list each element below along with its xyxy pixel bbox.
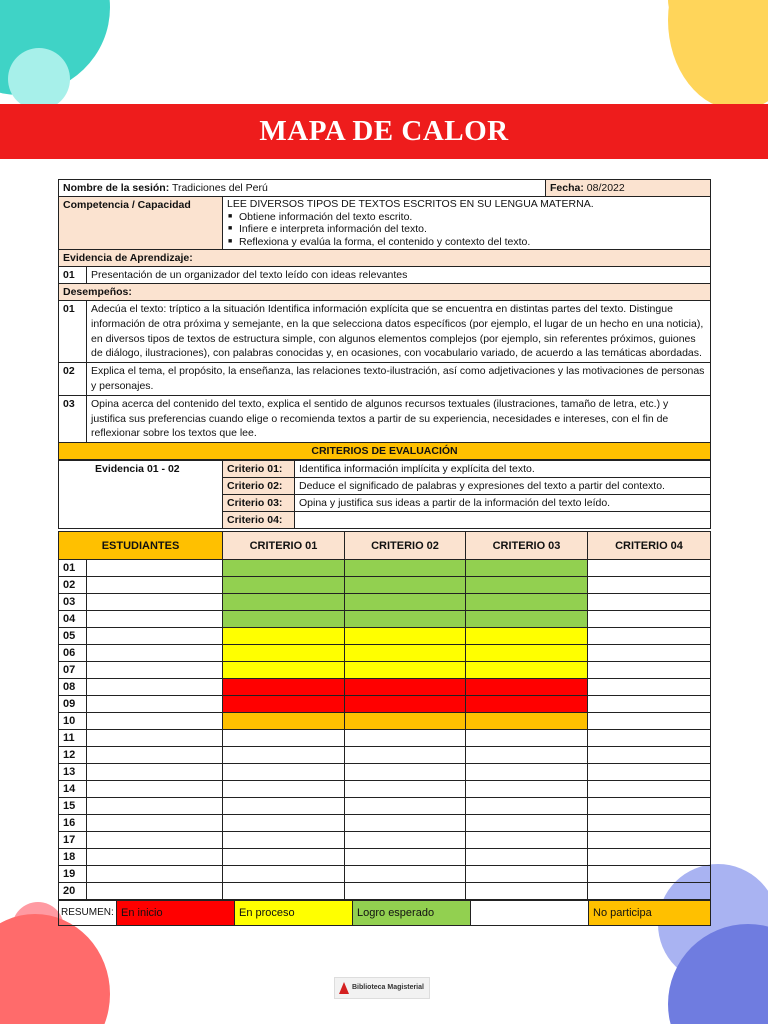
heat-cell-criterio-03[interactable]	[466, 781, 588, 798]
heat-cell-criterio-02[interactable]	[345, 849, 466, 866]
student-name-cell[interactable]	[87, 883, 223, 900]
competencia-heading: LEE DIVERSOS TIPOS DE TEXTOS ESCRITOS EN SU LENGUA MATERNA.	[227, 198, 594, 210]
heat-cell-criterio-02[interactable]	[345, 883, 466, 900]
heat-cell-criterio-02[interactable]	[345, 798, 466, 815]
heat-cell-criterio-01[interactable]	[223, 866, 345, 883]
heat-cell-criterio-01[interactable]	[223, 764, 345, 781]
heat-cell-criterio-04[interactable]	[588, 730, 711, 747]
heat-cell-criterio-03[interactable]	[466, 713, 588, 730]
logo-text: Biblioteca Magisterial	[352, 984, 424, 991]
student-number: 12	[59, 747, 87, 764]
capacidad-item: ■ Reflexiona y evalúa la forma, el contenido y contexto del texto.	[227, 236, 706, 249]
heat-cell-criterio-01[interactable]	[223, 679, 345, 696]
student-row	[59, 849, 711, 866]
heat-cell-criterio-01[interactable]	[223, 832, 345, 849]
desempeno-number: 02	[59, 363, 87, 396]
competencia-label: Competencia / Capacidad	[63, 199, 191, 211]
heat-cell-criterio-03[interactable]	[466, 849, 588, 866]
heat-cell-criterio-04[interactable]	[588, 883, 711, 900]
student-number: 05	[59, 628, 87, 645]
heat-cell-criterio-02[interactable]	[345, 679, 466, 696]
capacidad-item: ■ Infiere e interpreta información del texto.	[227, 223, 706, 236]
student-number: 01	[59, 560, 87, 577]
criterio-label: Criterio 01:	[223, 461, 295, 478]
competencia-label-cell	[59, 197, 223, 250]
desempeno-text: Opina acerca del contenido del texto, explica el sentido de algunos recursos textuales (ilustraciones, tamaño de letra, etc.) y justifica sus preferencias cuando elige o recomienda textos a partir de su experiencia, necesidades e intereses, con el fin de reflexionar sobre los textos que lee.	[87, 395, 711, 442]
session-name-value: Tradiciones del Perú	[171, 182, 268, 194]
student-number: 10	[59, 713, 87, 730]
student-name-cell[interactable]	[87, 747, 223, 764]
student-row	[59, 883, 711, 900]
heat-cell-criterio-02[interactable]	[345, 730, 466, 747]
heat-cell-criterio-01[interactable]	[223, 798, 345, 815]
student-number: 02	[59, 577, 87, 594]
evidencia-text: Presentación de un organizador del texto leído con ideas relevantes	[87, 267, 711, 284]
heat-cell-criterio-03[interactable]	[466, 747, 588, 764]
student-name-cell[interactable]	[87, 679, 223, 696]
heat-cell-criterio-03[interactable]	[466, 764, 588, 781]
student-number: 11	[59, 730, 87, 747]
capacidades-list	[227, 211, 706, 249]
heat-cell-criterio-01[interactable]	[223, 730, 345, 747]
student-row	[59, 560, 711, 577]
heat-cell-criterio-01[interactable]	[223, 662, 345, 679]
heat-cell-criterio-01[interactable]	[223, 849, 345, 866]
student-name-cell[interactable]	[87, 764, 223, 781]
legend-en-proceso: En proceso	[235, 901, 353, 926]
criterios-evidence-label: Evidencia 01 - 02	[59, 461, 223, 529]
student-row	[59, 866, 711, 883]
student-number: 08	[59, 679, 87, 696]
heat-cell-criterio-04[interactable]	[588, 577, 711, 594]
heat-cell-criterio-04[interactable]	[588, 832, 711, 849]
heat-cell-criterio-03[interactable]	[466, 866, 588, 883]
heat-cell-criterio-04[interactable]	[588, 713, 711, 730]
column-header-criterio-02: CRITERIO 02	[345, 532, 466, 560]
heat-cell-criterio-03[interactable]	[466, 883, 588, 900]
legend-empty	[471, 901, 589, 926]
summary-label: RESUMEN:	[59, 901, 117, 926]
heat-cell-criterio-01[interactable]	[223, 611, 345, 628]
heat-cell-criterio-02[interactable]	[345, 781, 466, 798]
heat-cell-criterio-01[interactable]	[223, 781, 345, 798]
heat-map-table	[58, 531, 711, 900]
capacidad-item: ■ Obtiene información del texto escrito.	[227, 211, 706, 224]
student-row	[59, 747, 711, 764]
heat-cell-criterio-02[interactable]	[345, 764, 466, 781]
heat-cell-criterio-01[interactable]	[223, 883, 345, 900]
heat-cell-criterio-02[interactable]	[345, 815, 466, 832]
student-name-cell[interactable]	[87, 662, 223, 679]
heat-cell-criterio-01[interactable]	[223, 696, 345, 713]
student-number: 14	[59, 781, 87, 798]
heat-cell-criterio-04[interactable]	[588, 866, 711, 883]
student-number: 20	[59, 883, 87, 900]
heat-cell-criterio-04[interactable]	[588, 679, 711, 696]
legend-no-participa: No participa	[589, 901, 711, 926]
student-row	[59, 730, 711, 747]
heat-cell-criterio-01[interactable]	[223, 747, 345, 764]
heat-cell-criterio-04[interactable]	[588, 628, 711, 645]
heat-cell-criterio-03[interactable]	[466, 662, 588, 679]
heat-cell-criterio-04[interactable]	[588, 560, 711, 577]
competencia-content-cell	[223, 197, 711, 250]
desempenos-header	[59, 284, 711, 301]
column-header-criterio-01: CRITERIO 01	[223, 532, 345, 560]
desempeno-number: 03	[59, 395, 87, 442]
student-row	[59, 645, 711, 662]
column-header-criterio-04: CRITERIO 04	[588, 532, 711, 560]
session-info-table	[58, 179, 711, 460]
heat-cell-criterio-01[interactable]	[223, 560, 345, 577]
criterio-label: Criterio 02:	[223, 478, 295, 495]
criterio-label: Criterio 03:	[223, 495, 295, 512]
heat-cell-criterio-03[interactable]	[466, 611, 588, 628]
student-row	[59, 679, 711, 696]
criterio-label: Criterio 04:	[223, 512, 295, 529]
student-row	[59, 577, 711, 594]
heat-cell-criterio-01[interactable]	[223, 713, 345, 730]
heat-cell-criterio-03[interactable]	[466, 679, 588, 696]
decorative-blob-pink	[0, 914, 110, 1024]
heat-cell-criterio-04[interactable]	[588, 781, 711, 798]
student-number: 17	[59, 832, 87, 849]
student-name-cell[interactable]	[87, 781, 223, 798]
heat-cell-criterio-03[interactable]	[466, 730, 588, 747]
heat-map-body	[59, 560, 711, 900]
session-date-label: Fecha:	[550, 182, 584, 194]
book-logo-icon	[339, 982, 349, 994]
evidencia-label: Evidencia de Aprendizaje:	[63, 252, 193, 264]
heat-cell-criterio-03[interactable]	[466, 815, 588, 832]
student-row	[59, 696, 711, 713]
student-row	[59, 611, 711, 628]
heat-cell-criterio-04[interactable]	[588, 747, 711, 764]
student-name-cell[interactable]	[87, 645, 223, 662]
heat-cell-criterio-03[interactable]	[466, 594, 588, 611]
heat-cell-criterio-04[interactable]	[588, 696, 711, 713]
criterio-text: Identifica información implícita y explícita del texto.	[295, 461, 711, 478]
student-number: 04	[59, 611, 87, 628]
heat-cell-criterio-02[interactable]	[345, 577, 466, 594]
criterios-title: CRITERIOS DE EVALUACIÓN	[59, 443, 711, 460]
evidencia-header	[59, 250, 711, 267]
student-name-cell[interactable]	[87, 696, 223, 713]
student-name-cell[interactable]	[87, 611, 223, 628]
heat-cell-criterio-03[interactable]	[466, 696, 588, 713]
heat-cell-criterio-01[interactable]	[223, 594, 345, 611]
heat-cell-criterio-02[interactable]	[345, 832, 466, 849]
heat-cell-criterio-01[interactable]	[223, 577, 345, 594]
legend-logro-esperado: Logro esperado	[353, 901, 471, 926]
desempenos-label: Desempeños:	[63, 286, 132, 298]
criterio-text	[295, 512, 711, 529]
legend-en-inicio: En inicio	[117, 901, 235, 926]
decorative-blob-teal-light	[8, 48, 70, 110]
student-number: 06	[59, 645, 87, 662]
student-row	[59, 798, 711, 815]
heat-cell-criterio-02[interactable]	[345, 628, 466, 645]
student-row	[59, 781, 711, 798]
student-name-cell[interactable]	[87, 815, 223, 832]
heat-cell-criterio-04[interactable]	[588, 594, 711, 611]
column-header-criterio-03: CRITERIO 03	[466, 532, 588, 560]
heat-cell-criterio-04[interactable]	[588, 611, 711, 628]
title-banner	[0, 104, 768, 159]
student-number: 16	[59, 815, 87, 832]
student-row	[59, 815, 711, 832]
session-form	[58, 179, 710, 926]
student-name-cell[interactable]	[87, 713, 223, 730]
student-row	[59, 628, 711, 645]
heat-cell-criterio-04[interactable]	[588, 662, 711, 679]
student-name-cell[interactable]	[87, 628, 223, 645]
heat-cell-criterio-03[interactable]	[466, 832, 588, 849]
desempeno-number: 01	[59, 301, 87, 363]
heat-cell-criterio-02[interactable]	[345, 645, 466, 662]
evidencia-number: 01	[59, 267, 87, 284]
student-name-cell[interactable]	[87, 560, 223, 577]
student-number: 19	[59, 866, 87, 883]
session-date-value: 08/2022	[586, 182, 625, 194]
criterio-text: Opina y justifica sus ideas a partir de la información del texto leído.	[295, 495, 711, 512]
session-date-cell	[546, 180, 711, 197]
heat-cell-criterio-03[interactable]	[466, 560, 588, 577]
heat-cell-criterio-02[interactable]	[345, 866, 466, 883]
criterio-text: Deduce el significado de palabras y expresiones del texto a partir del contexto.	[295, 478, 711, 495]
heat-cell-criterio-03[interactable]	[466, 577, 588, 594]
footer-logo	[334, 977, 430, 999]
heat-cell-criterio-02[interactable]	[345, 713, 466, 730]
heat-cell-criterio-04[interactable]	[588, 764, 711, 781]
desempeno-text: Adecúa el texto: tríptico a la situación Identifica información explícita que se encuentra en distintas partes del texto. Distingue información de otra próxima y semejante, en la que selecciona datos específicos (por ejemplo, el lugar de un hecho en una noticia), en diversos tipos de textos de estructura simple, con algunos elementos complejos (por ejemplo, sin referentes próximos, guiones de diálogo, ilustraciones), con palabras conocidas y, en ocasiones, con vocabulario variado, de acuerdo a las temáticas abordadas.	[87, 301, 711, 363]
student-name-cell[interactable]	[87, 832, 223, 849]
page-title: MAPA DE CALOR	[259, 115, 509, 147]
student-name-cell[interactable]	[87, 866, 223, 883]
summary-legend	[58, 900, 711, 926]
heat-cell-criterio-02[interactable]	[345, 747, 466, 764]
heat-cell-criterio-02[interactable]	[345, 594, 466, 611]
student-row	[59, 832, 711, 849]
heat-cell-criterio-03[interactable]	[466, 645, 588, 662]
heat-cell-criterio-03[interactable]	[466, 798, 588, 815]
student-number: 15	[59, 798, 87, 815]
heat-cell-criterio-04[interactable]	[588, 815, 711, 832]
session-name-cell	[59, 180, 546, 197]
heat-cell-criterio-02[interactable]	[345, 696, 466, 713]
column-header-students: ESTUDIANTES	[59, 532, 223, 560]
heat-cell-criterio-01[interactable]	[223, 645, 345, 662]
student-row	[59, 662, 711, 679]
session-name-label: Nombre de la sesión:	[63, 182, 170, 194]
student-name-cell[interactable]	[87, 849, 223, 866]
student-row	[59, 594, 711, 611]
heat-cell-criterio-04[interactable]	[588, 798, 711, 815]
heat-cell-criterio-02[interactable]	[345, 611, 466, 628]
heat-cell-criterio-04[interactable]	[588, 645, 711, 662]
student-number: 13	[59, 764, 87, 781]
heat-cell-criterio-02[interactable]	[345, 560, 466, 577]
student-row	[59, 764, 711, 781]
heat-cell-criterio-01[interactable]	[223, 628, 345, 645]
student-name-cell[interactable]	[87, 594, 223, 611]
student-number: 07	[59, 662, 87, 679]
student-name-cell[interactable]	[87, 730, 223, 747]
student-number: 03	[59, 594, 87, 611]
student-number: 09	[59, 696, 87, 713]
student-row	[59, 713, 711, 730]
heat-cell-criterio-04[interactable]	[588, 849, 711, 866]
heat-cell-criterio-01[interactable]	[223, 815, 345, 832]
heat-cell-criterio-02[interactable]	[345, 662, 466, 679]
desempeno-text: Explica el tema, el propósito, la enseñanza, las relaciones texto-ilustración, así como adjetivaciones y las motivaciones de personas y personajes.	[87, 363, 711, 396]
student-name-cell[interactable]	[87, 798, 223, 815]
student-number: 18	[59, 849, 87, 866]
criterios-table	[58, 460, 711, 529]
heat-cell-criterio-03[interactable]	[466, 628, 588, 645]
student-name-cell[interactable]	[87, 577, 223, 594]
